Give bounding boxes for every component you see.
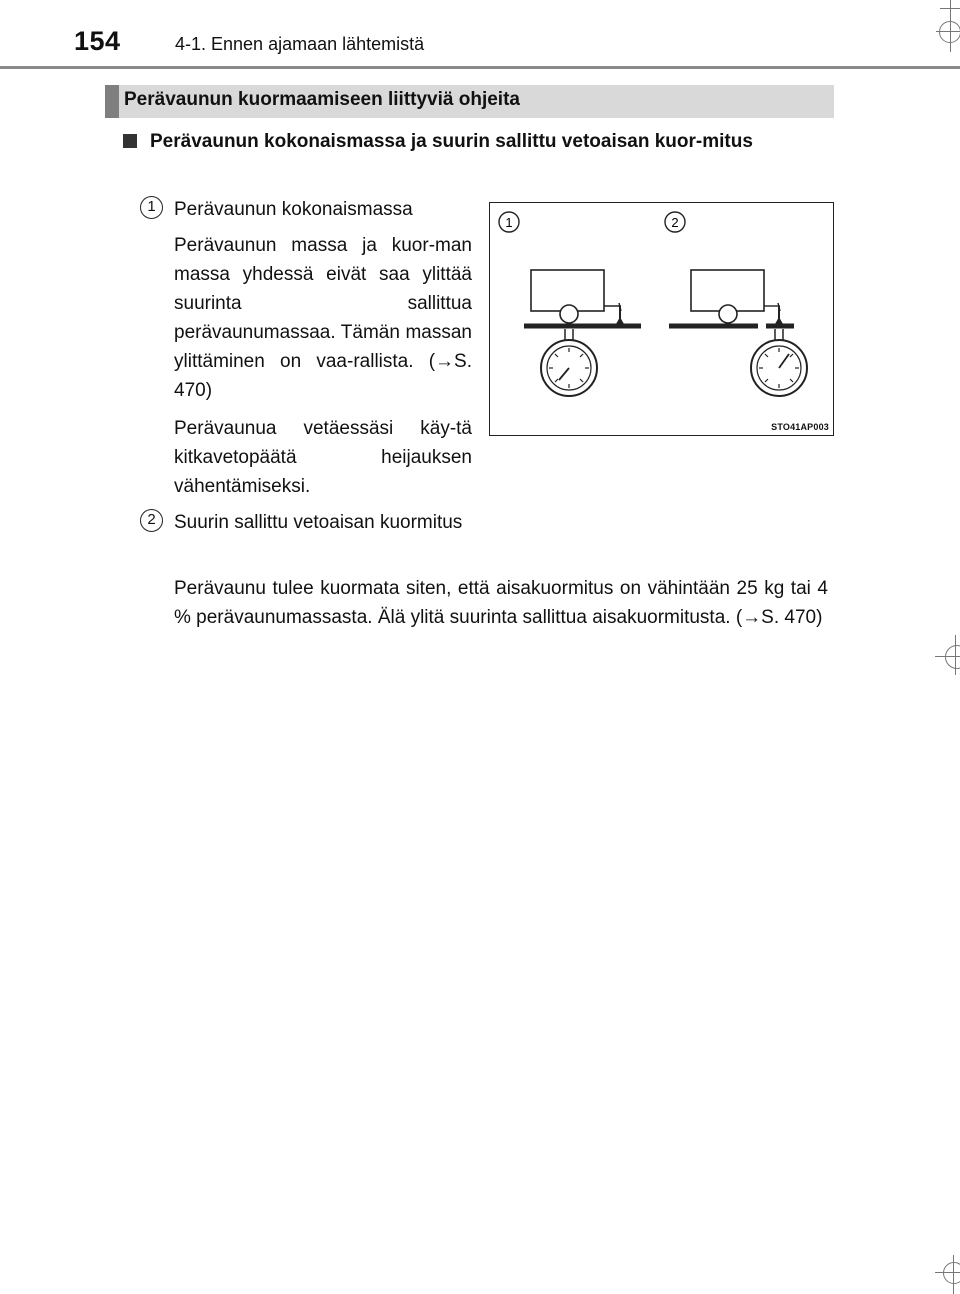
figure-label-1 — [499, 212, 519, 232]
header-divider — [0, 66, 960, 69]
subsection-title: Perävaunun kokonaismassa ja suurin sallittu vetoaisan kuor-mitus — [150, 131, 753, 152]
section-title: Perävaunun kuormaamiseen liittyviä ohjeita — [124, 89, 520, 110]
figure-code: STO41AP003 — [771, 422, 829, 432]
svg-text:1: 1 — [505, 215, 513, 230]
item-1-paragraph: Perävaunua vetäessäsi käy-tä kitkavetopäätä heijauksen vähentämiseksi. — [174, 418, 472, 497]
item-number-2: 2 — [140, 509, 163, 532]
item-1-paragraph: Perävaunun massa ja kuor-man massa yhdessä eivät saa ylittää suurinta sallittua perävaunumassaa. Tämän massan ylittäminen on vaa-rallista. (→S. 470) — [174, 235, 472, 401]
item-1-title: Perävaunun kokonaismassa — [174, 199, 413, 220]
trailer-weight-figure — [489, 202, 834, 436]
svg-text:2: 2 — [671, 215, 679, 230]
chapter-header: 4-1. Ennen ajamaan lähtemistä — [175, 34, 425, 54]
page-number: 154 — [74, 26, 121, 56]
trailer-on-scale-icon — [524, 270, 641, 341]
trailer-tongue-on-scale-icon — [669, 270, 794, 341]
trailer-scale-illustration — [490, 203, 835, 437]
figure-label-2 — [665, 212, 685, 232]
item-2-paragraph: Perävaunu tulee kuormata siten, että aisakuormitus on vähintään 25 kg tai 4 % perävaunumassasta. Älä ylitä suurinta sallittua aisakuormitusta. (→S. 470) — [174, 578, 828, 628]
scale-gauge-icon — [541, 340, 597, 396]
item-2-title: Suurin sallittu vetoaisan kuormitus — [174, 512, 463, 533]
item-number-1: 1 — [140, 196, 163, 219]
square-bullet-icon — [123, 134, 137, 148]
scale-gauge-icon — [751, 340, 807, 396]
